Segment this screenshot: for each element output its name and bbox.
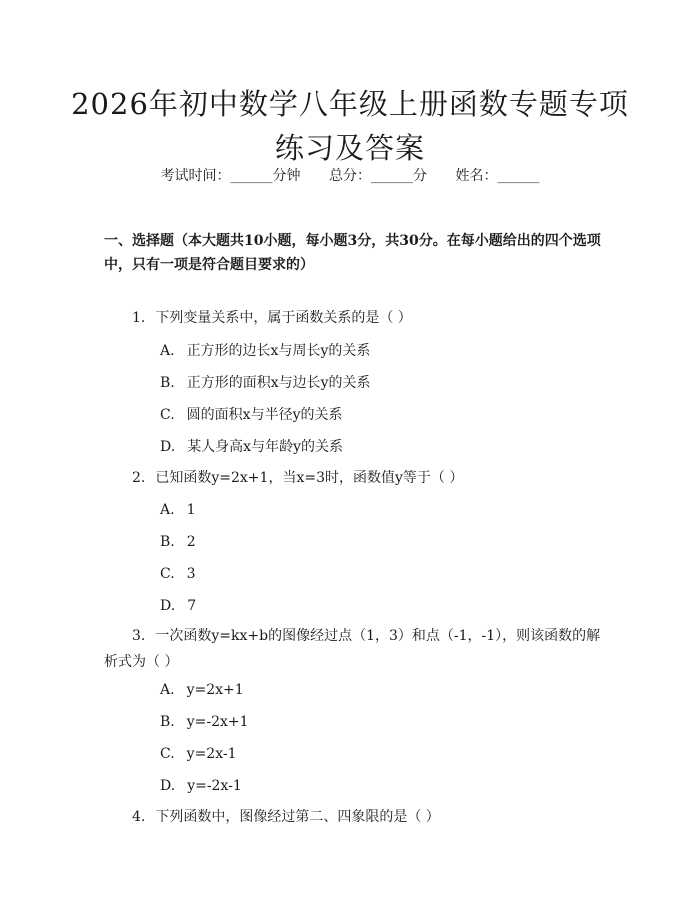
- question-text: 一次函数y=kx+b的图像经过点（1，3）和点（-1，-1），则该函数的解析式为（ ）: [104, 628, 601, 670]
- question-1-option-c: [160, 404, 600, 426]
- option-letter: D.: [160, 439, 176, 455]
- question-1-option-b: [160, 372, 600, 394]
- question-1-stem: [132, 307, 604, 329]
- question-number: 3.: [132, 628, 146, 644]
- question-3-stem: [104, 623, 604, 675]
- question-3-option-b: [160, 711, 600, 733]
- option-text: y=2x+1: [186, 682, 244, 698]
- section-heading: 一、选择题（本大题共10小题，每小题3分，共30分。在每小题给出的四个选项中，只有一项是符合题目要求的）: [104, 233, 601, 273]
- option-letter: C.: [160, 407, 175, 423]
- option-text: y=-2x+1: [186, 714, 249, 730]
- exam-meta: [0, 166, 700, 186]
- option-letter: B.: [160, 534, 175, 550]
- option-letter: B.: [160, 375, 175, 391]
- option-letter: C.: [160, 566, 175, 582]
- option-letter: C.: [160, 746, 175, 762]
- document-title: 2026年初中数学八年级上册函数专题专项练习及答案: [71, 87, 629, 165]
- option-text: 正方形的边长x与周长y的关系: [186, 343, 371, 359]
- option-letter: A.: [160, 343, 175, 359]
- option-letter: A.: [160, 502, 175, 518]
- question-text: 下列函数中，图像经过第二、四象限的是（ ）: [155, 809, 440, 825]
- option-letter: B.: [160, 714, 175, 730]
- option-text: 正方形的面积x与边长y的关系: [186, 375, 371, 391]
- option-text: 3: [186, 566, 196, 582]
- option-text: 某人身高x与年龄y的关系: [187, 439, 343, 455]
- question-number: 1.: [132, 310, 146, 326]
- question-4-stem: [132, 806, 604, 828]
- option-text: 7: [187, 598, 197, 614]
- option-text: 1: [186, 502, 196, 518]
- question-3-option-a: [160, 679, 600, 701]
- question-2-option-a: [160, 499, 600, 521]
- student-name-label: 姓名：______: [455, 168, 540, 184]
- question-text: 下列变量关系中，属于函数关系的是（ ）: [155, 310, 412, 326]
- question-1-option-a: [160, 340, 600, 362]
- option-letter: D.: [160, 598, 176, 614]
- question-number: 2.: [132, 470, 146, 486]
- question-2-stem: [132, 467, 604, 489]
- option-text: y=-2x-1: [187, 778, 242, 794]
- option-text: 2: [186, 534, 196, 550]
- option-text: y=2x-1: [186, 746, 237, 762]
- question-text: 已知函数y=2x+1，当x=3时，函数值y等于（ ）: [155, 470, 464, 486]
- question-3-option-d: [160, 775, 600, 797]
- option-letter: A.: [160, 682, 175, 698]
- option-letter: D.: [160, 778, 176, 794]
- exam-time-label: 考试时间：______分钟: [160, 168, 301, 184]
- question-2-option-b: [160, 531, 600, 553]
- total-score-label: 总分：______分: [329, 168, 427, 184]
- question-2-option-c: [160, 563, 600, 585]
- question-1-option-d: [160, 436, 600, 458]
- option-text: 圆的面积x与半径y的关系: [186, 407, 343, 423]
- question-3-option-c: [160, 743, 600, 765]
- question-number: 4.: [132, 809, 146, 825]
- question-2-option-d: [160, 595, 600, 617]
